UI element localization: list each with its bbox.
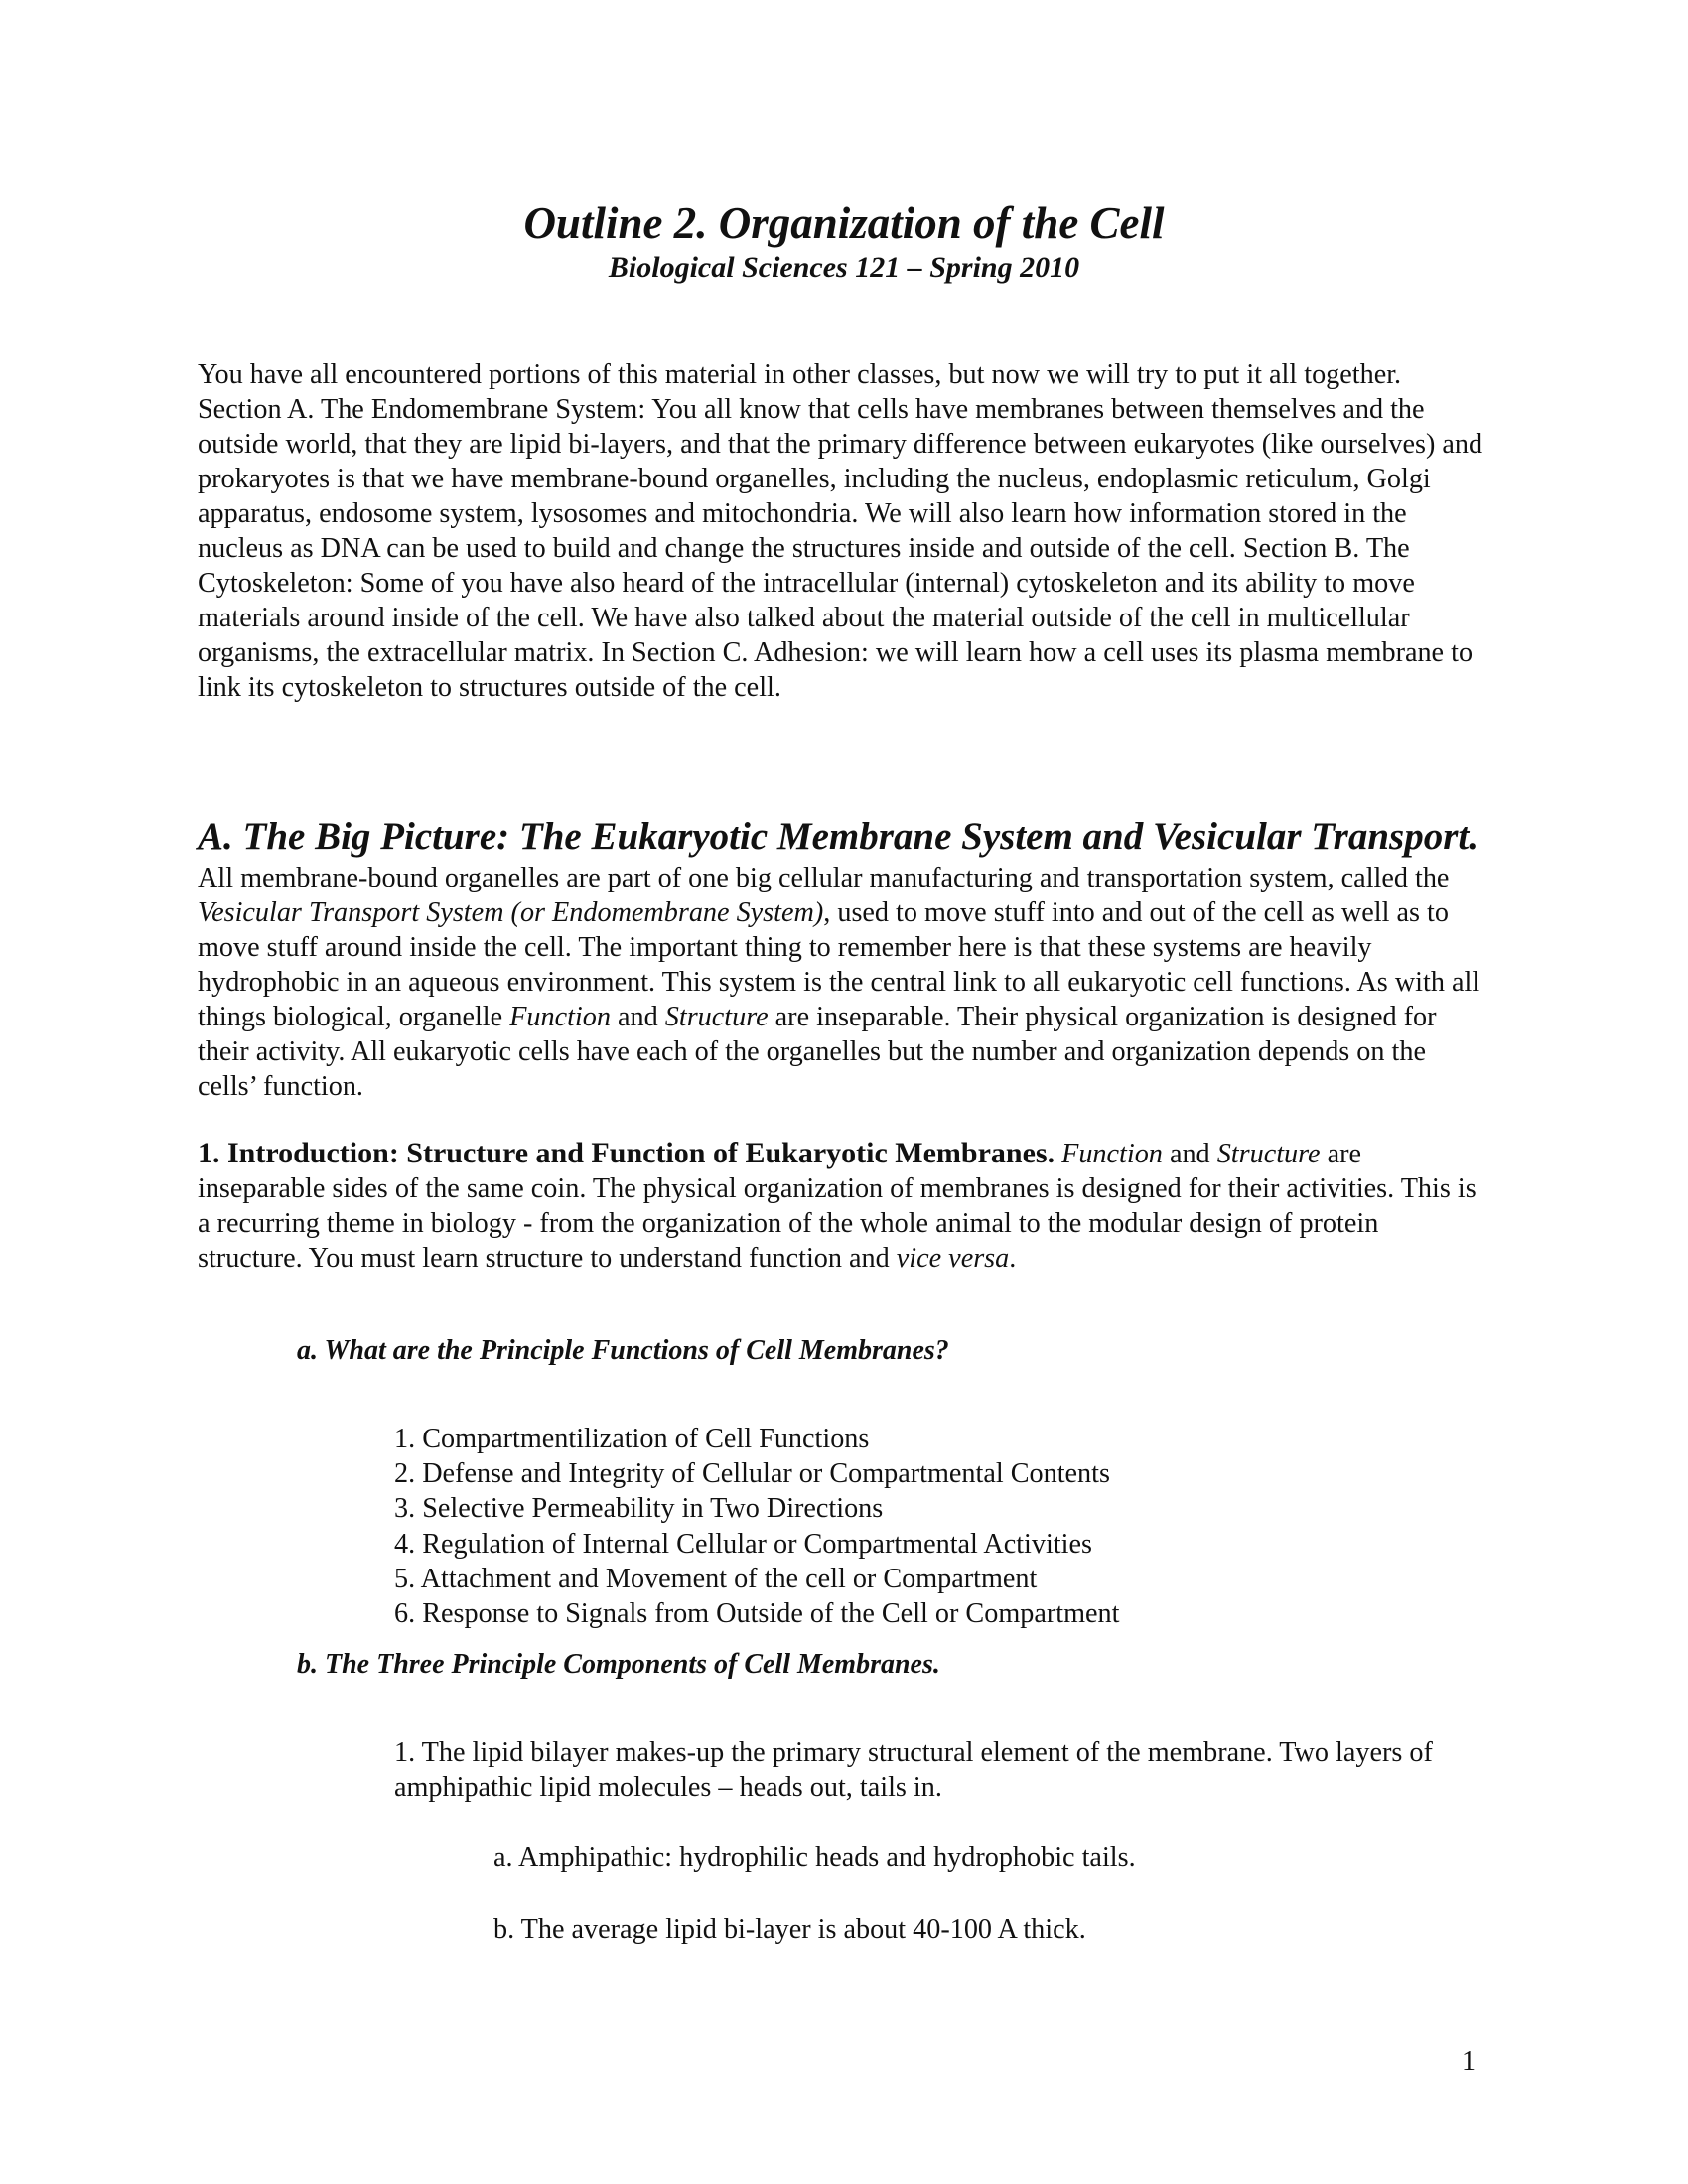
functions-list (394, 1422, 1119, 1631)
introduction-and: and (1162, 1139, 1217, 1169)
introduction-heading: 1. Introduction: Structure and Function of Eukaryotic Membranes. (198, 1137, 1055, 1169)
page-subtitle: Biological Sciences 121 – Spring 2010 (608, 251, 1080, 284)
list-item: 2. Defense and Integrity of Cellular or Compartmental Contents (394, 1458, 1110, 1490)
section-a-and: and (610, 1002, 665, 1032)
introduction-text: are inseparable sides of the same coin. The physical organization of membranes is designed for their activities. This is a recurring theme in biology - from the organization of the whole animal to the modular design of protein structure. You must learn structure to understand function and (198, 1139, 1477, 1274)
section-a-text-3: are inseparable. Their physical organization is designed for their activity. All eukaryotic cells have each of the organelles but the number and organization depends on the cells’ function. (198, 1002, 1437, 1102)
section-a-text-1: All membrane-bound organelles are part of one big cellular manufacturing and transportation system, called the (198, 863, 1450, 893)
page-title: Outline 2. Organization of the Cell (523, 199, 1165, 248)
subsection-a-heading: a. What are the Principle Functions of Cell Membranes? (297, 1335, 949, 1366)
list-item: 5. Attachment and Movement of the cell or Compartment (394, 1563, 1038, 1594)
list-item: 6. Response to Signals from Outside of the Cell or Compartment (394, 1598, 1120, 1630)
list-item: 1. Compartmentilization of Cell Functions (394, 1424, 870, 1454)
introduction-end: . (1009, 1243, 1017, 1274)
section-a-structure: Structure (664, 1002, 769, 1032)
introduction-paragraph (198, 1136, 1488, 1276)
list-item: 3. Selective Permeability in Two Directions (394, 1493, 884, 1525)
component-item-1: 1. The lipid bilayer makes-up the primary structural element of the membrane. Two layers of amphipathic lipid molecules – heads out, tails in. (394, 1737, 1433, 1803)
component-item-1b: b. The average lipid bi-layer is about 40-100 A thick. (493, 1914, 1086, 1945)
subsection-b-heading: b. The Three Principle Components of Cell Membranes. (297, 1649, 940, 1680)
introduction-function: Function (1061, 1139, 1163, 1169)
section-a-paragraph (198, 861, 1488, 1104)
section-a-heading: A. The Big Picture: The Eukaryotic Membrane System and Vesicular Transport. (198, 815, 1478, 858)
component-item-1a: a. Amphipathic: hydrophilic heads and hydrophobic tails. (493, 1843, 1136, 1873)
intro-paragraph: You have all encountered portions of this material in other classes, but now we will try to put it all together. Section A. The Endomembrane System: You all know that cells have membranes between themselves and the outside world, that they are lipid bi-layers, and that the primary difference between eukaryotes (like ourselves) and prokaryotes is that we have membrane-bound organelles, including the nucleus, endoplasmic reticulum, Golgi apparatus, endosome system, lysosomes and mitochondria. We will also learn how information stored in the nucleus as DNA can be used to build and change the structures inside and outside of the cell. Section B. The Cytoskeleton: Some of you have also heard of the intracellular (internal) cytoskeleton and its ability to move materials around inside of the cell. We have also talked about the material outside of the cell in multicellular organisms, the extracellular matrix. In Section C. Adhesion: we will learn how a cell uses its plasma membrane to link its cytoskeleton to structures outside of the cell. (198, 359, 1483, 703)
page-number: 1 (1462, 2046, 1476, 2077)
list-item: 4. Regulation of Internal Cellular or Compartmental Activities (394, 1528, 1092, 1560)
section-a-function: Function (509, 1002, 611, 1032)
introduction-vice-versa: vice versa (896, 1243, 1010, 1274)
section-a-text-2: , used to move stuff into and out of the cell as well as to move stuff around inside the cell. The important thing to remember here is that these systems are heavily hydrophobic in an aqueous environment. This system is the central link to all eukaryotic cell functions. As with all things biological, organelle (198, 897, 1480, 1032)
section-a-term: Vesicular Transport System (or Endomembrane System) (198, 897, 824, 928)
introduction-structure: Structure (1216, 1139, 1321, 1169)
